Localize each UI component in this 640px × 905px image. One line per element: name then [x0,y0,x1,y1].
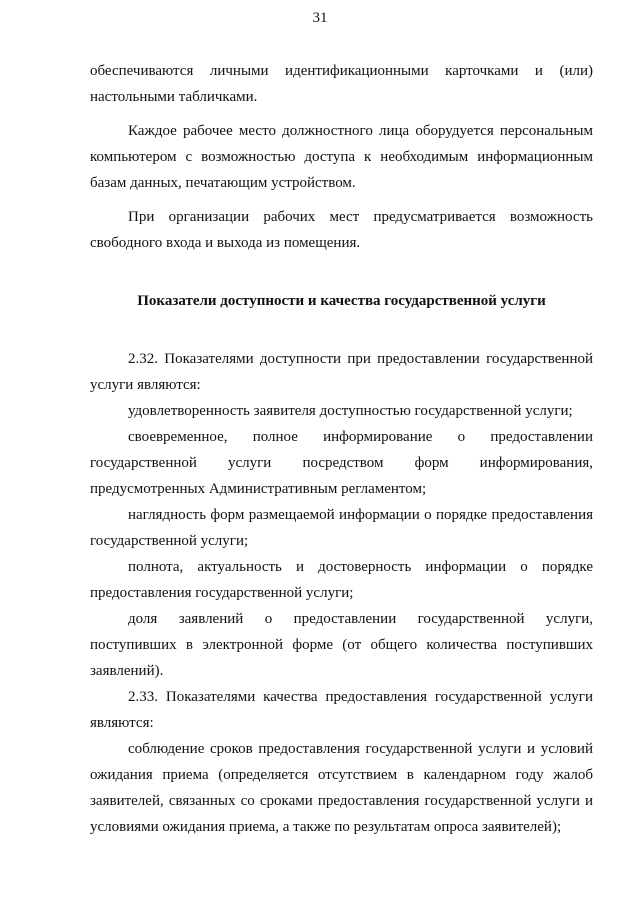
paragraph-2-32: 2.32. Показателями доступности при предоставлении государственной услуги являются: [90,351,593,393]
paragraph-2-33: 2.33. Показателями качества предоставления государственной услуги являются: [90,689,593,731]
list-item-visibility: наглядность форм размещаемой информации о порядке предоставления государственной услуги; [90,507,593,549]
paragraph-workplace-computer: Каждое рабочее место должностного лица оборудуется персональным компьютером с возможностью доступа к необходимым информационным базам данных, печатающим устройством. [90,123,593,191]
list-item-timely-informing: своевременное, полное информирование о предоставлении государственной услуги посредством форм информирования, предусмотренных Административным регламентом; [90,429,593,497]
document-body [90,58,593,840]
paragraph-free-access: При организации рабочих мест предусматривается возможность свободного входа и выхода из помещения. [90,209,593,251]
page-number: 31 [312,10,328,26]
list-item-electronic-share: доля заявлений о предоставлении государственной услуги, поступивших в электронной форме (от общего количества поступивших заявлений). [90,611,593,679]
list-item-satisfaction: удовлетворенность заявителя доступностью государственной услуги; [128,403,573,419]
section-heading: Показатели доступности и качества государственной услуги [137,293,546,309]
paragraph-cards: обеспечиваются личными идентификационными карточками и (или) настольными табличками. [90,63,593,105]
list-item-completeness: полнота, актуальность и достоверность информации о порядке предоставления государственной услуги; [90,559,593,601]
list-item-deadlines: соблюдение сроков предоставления государственной услуги и условий ожидания приема (определяется отсутствием в календарном году жалоб заявителей, связанных со сроками предоставления государственной услуги и условиями ожидания приема, а также по результатам опроса заявителей); [90,741,593,835]
